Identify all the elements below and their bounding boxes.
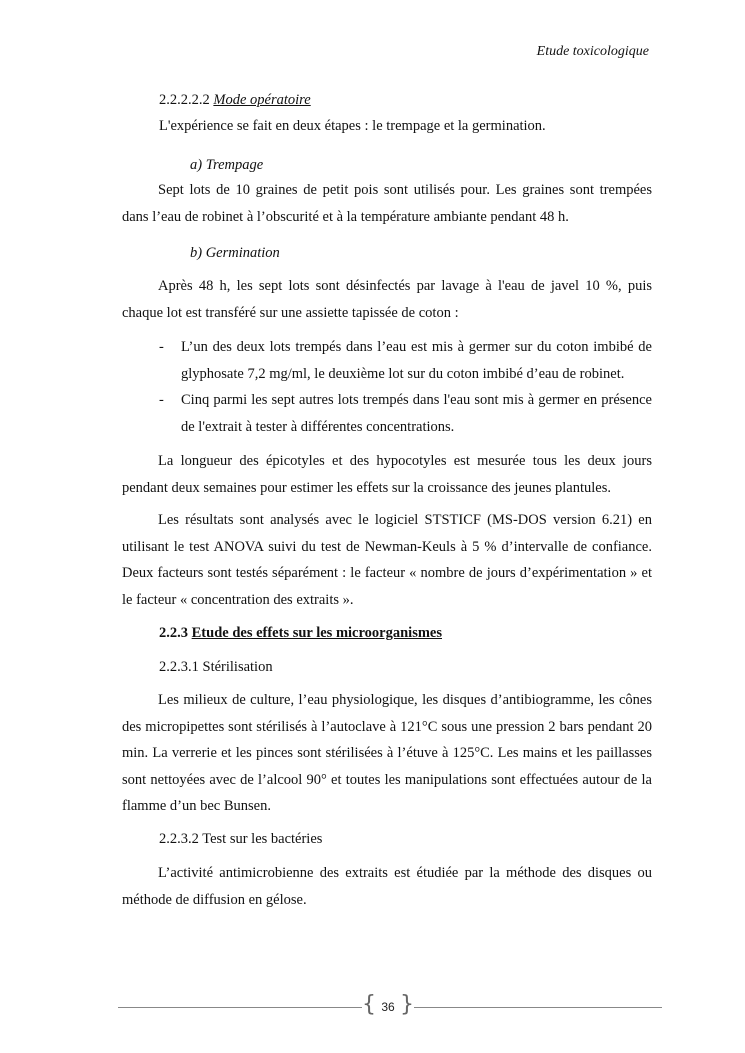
running-title: Etude toxicologique [536, 44, 649, 59]
germination-paragraph: Après 48 h, les sept lots sont désinfectés par lavage à l'eau de javel 10 %, puis chaque lot est transféré sur une assiette tapissée de coton : [122, 278, 652, 321]
page-number-box [362, 994, 414, 1020]
footer-rule-right [414, 1007, 662, 1008]
section-number: 2.2.2.2.2 [159, 92, 210, 108]
bacteria-test-paragraph: L’activité antimicrobienne des extraits est étudiée par la méthode des disques ou méthode de diffusion en gélose. [122, 865, 652, 908]
trempage-paragraph: Sept lots de 10 graines de petit pois sont utilisés pour. Les graines sont trempées dans l’eau de robinet à l’obscurité et à la température ambiante pendant 48 h. [122, 182, 652, 225]
list-item: - Cinq parmi les sept autres lots trempés dans l'eau sont mis à germer en présence de l'extrait à tester à différentes concentrations. [159, 387, 652, 440]
section-title: Mode opératoire [213, 92, 311, 108]
page-number: 36 [381, 1000, 395, 1014]
brace-left-icon: { [362, 992, 376, 1017]
footer-rule-left [118, 1007, 362, 1008]
section-heading-mode-operatoire [159, 87, 311, 114]
section-heading-microorganismes [159, 620, 442, 647]
bacteria-test-heading: 2.2.3.2 Test sur les bactéries [159, 831, 323, 847]
section-number: 2.2.3 [159, 625, 188, 641]
brace-right-icon: } [400, 992, 414, 1017]
list-item: - L’un des deux lots trempés dans l’eau est mis à germer sur du coton imbibé de glyphosate 7,2 mg/ml, le deuxième lot sur du coton imbibé d’eau de robinet. [159, 334, 652, 387]
sterilisation-paragraph: Les milieux de culture, l’eau physiologique, les disques d’antibiogramme, les cônes des micropipettes sont stérilisés à l’autoclave à 121°C sous une pression 2 bars pendant 20 min. La verrerie et les pinces sont stérilisées à l’étuve à 125°C. Les mains et les paillasses sont nettoyées avec de l’alcool 90° et toutes les manipulations sont effectuées autour de la flamme d’un bec Bunsen. [122, 692, 652, 814]
germination-heading: b) Germination [190, 245, 280, 261]
section-title: Etude des effets sur les microorganismes [191, 625, 442, 641]
analysis-paragraph: Les résultats sont analysés avec le logiciel STSTICF (MS-DOS version 6.21) en utilisant le test ANOVA suivi du test de Newman-Keuls à 5 % d’intervalle de confiance. Deux facteurs sont testés séparément : le facteur « nombre de jours d’expérimentation » et le facteur « concentration des extraits ». [122, 512, 652, 608]
trempage-heading: a) Trempage [190, 157, 264, 173]
sterilisation-heading: 2.2.3.1 Stérilisation [159, 659, 273, 675]
measure-paragraph: La longueur des épicotyles et des hypocotyles est mesurée tous les deux jours pendant deux semaines pour estimer les effets sur la croissance des jeunes plantules. [122, 453, 652, 496]
germination-list [159, 334, 652, 440]
section-intro: L'expérience se fait en deux étapes : le trempage et la germination. [159, 118, 546, 134]
